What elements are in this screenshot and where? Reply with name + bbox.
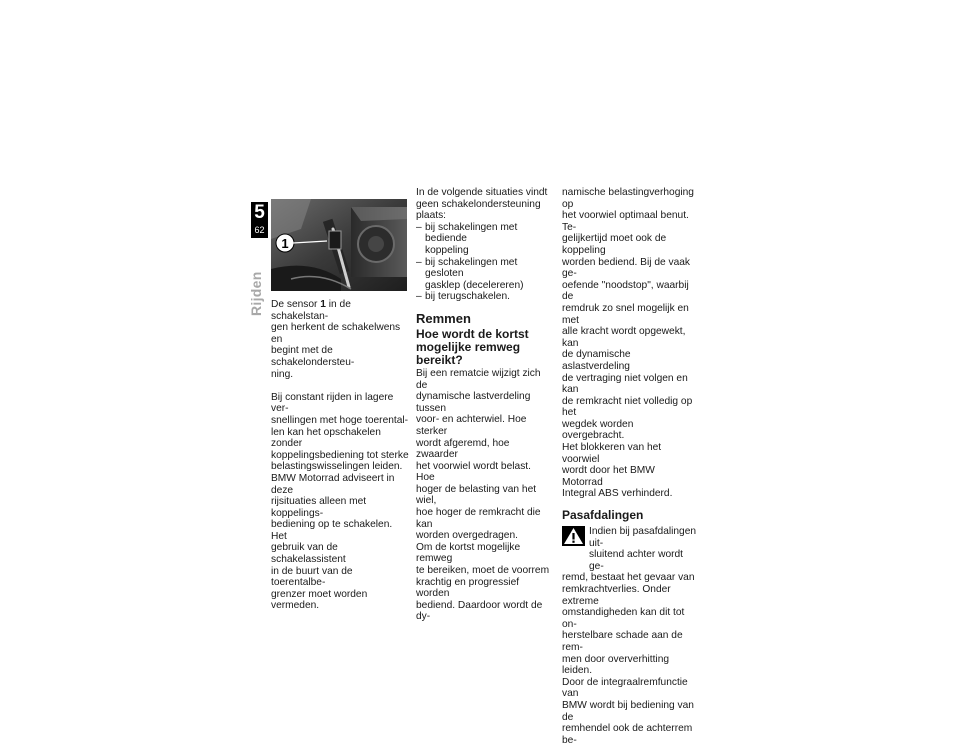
text-line: bij terugschakelen. [425,291,510,303]
text-line: de dynamische aslastverdeling [562,349,631,372]
text-line: Bij constant rijden in lagere ver- [271,391,394,415]
text-line: de remkracht niet volledig op het [562,395,693,419]
heading-line: Hoe wordt de kortst [416,326,529,341]
chapter-tab [251,202,268,238]
text-line: koppeling [425,244,469,256]
text-line: grenzer moet worden vermeden. [271,588,368,612]
warning-block [562,526,698,746]
warning-icon [562,526,585,546]
sensor-ref: 1 [320,299,326,310]
text-line: wordt door het BMW Motorrad [562,465,655,488]
list-item [416,222,552,257]
text-line: remkrachtverlies. Onder extreme [562,584,671,607]
chapter-title: Rijden [248,271,264,316]
text-line: namische belastingverhoging op [562,187,694,210]
text-line: gebruik van de schakelassistent [271,542,346,566]
text-line: remhendel ook de achterrem be- [562,723,693,746]
heading-line: bereikt? [416,352,463,367]
text-line: in de buurt van de toerentalbe- [271,565,353,589]
column-2 [416,187,552,623]
text-line: BMW Motorrad adviseert in deze [271,472,395,496]
text-line: belastingswisselingen leiden. [271,461,403,473]
text-line: bij schakelingen met bediende [425,221,518,245]
text-line: Bij een rematcie wijzigt zich de [416,367,541,391]
text-line: hoger de belasting van het wiel, [416,483,537,507]
text-line: sluitend achter wordt ge- [589,549,684,572]
subsection-heading [416,328,552,367]
chapter-number: 5 [254,202,265,223]
text-line: Het blokkeren van het voorwiel [562,442,662,465]
text-line: hoe hoger de remkracht die kan [416,507,541,530]
page-number: 62 [254,225,265,235]
text-line: wegdek worden overgebracht. [562,418,634,442]
text-line: omstandigheden kan dit tot on- [562,607,685,630]
text-line: In de volgende situaties vindt [416,187,548,198]
text-line: plaats: [416,210,447,222]
dash-bullet: – [416,221,422,233]
text-line: bediend. Daardoor wordt de dy- [416,599,543,623]
text-line: men door oververhitting leiden. [562,653,670,677]
text-line: oefende "noodstop", waarbij de [562,279,689,303]
text-line: worden overgedragen. [416,530,518,542]
text-line: Integral ABS verhinderd. [562,488,673,500]
sensor-photo [271,199,407,291]
text-line: ning. [271,368,294,380]
text-line: begint met de schakelondersteu- [271,345,355,368]
text-line: worden bediend. Bij de vaak ge- [562,256,690,280]
text-line: gelijkertijd moet ook de koppeling [562,233,667,256]
heading-line: mogelijke remweg [416,339,521,354]
column-3 [562,187,698,746]
text-line: remd, bestaat het gevaar van [562,572,695,584]
figure-callout: 1 [281,236,289,251]
text-line: gen herkent de schakelwens en [271,322,401,345]
text-line: remdruk zo snel mogelijk en met [562,302,689,326]
text-line: Door de integraalremfunctie van [562,676,688,700]
section-heading: Remmen [416,310,471,326]
dash-bullet: – [416,256,422,268]
text-line: Indien bij pasafdalingen uit- [589,526,697,549]
list-item [416,291,552,303]
text-line: krachtig en progressief worden [416,576,520,600]
text-line: wordt afgeremd, hoe zwaarder [416,437,510,461]
text-line: het voorwiel optimaal benut. Te- [562,210,689,233]
text-line: Om de kortst mogelijke remweg [416,541,521,565]
text-line: geen schakelondersteuning [416,198,541,210]
text-line: de vertraging niet volgen en kan [562,372,688,396]
text-line: snellingen met hoge toerental- [271,414,409,426]
text-line: rijsituaties alleen met koppelings- [271,496,367,519]
text-line: koppelingsbediening tot sterke [271,449,409,461]
text-line: len kan het opschakelen zonder [271,426,381,450]
text-line: het voorwiel wordt belast. Hoe [416,460,531,484]
text-line: alle kracht wordt opgewekt, kan [562,326,686,349]
text-line: voor- en achterwiel. Hoe sterker [416,414,527,437]
text-line: BMW wordt bij bediening van de [562,699,694,723]
text-line: dynamische lastverdeling tussen [416,391,531,414]
text-line: gasklep (decelereren) [425,279,524,291]
list-item [416,257,552,292]
text: in de schakelstan- [271,299,351,322]
column-1 [271,299,409,612]
text-line: te bereiken, moet de voorrem [416,565,550,577]
text: De sensor [271,299,321,310]
dash-bullet: – [416,291,422,303]
text-line: bij schakelingen met gesloten [425,256,518,280]
sensor-photo-image [271,199,407,291]
text-line: herstelbare schade aan de rem- [562,630,683,653]
text-line: bediening op te schakelen. Het [271,519,393,542]
section-heading: Pasafdalingen [562,508,644,523]
paragraph-sensor [271,299,409,322]
